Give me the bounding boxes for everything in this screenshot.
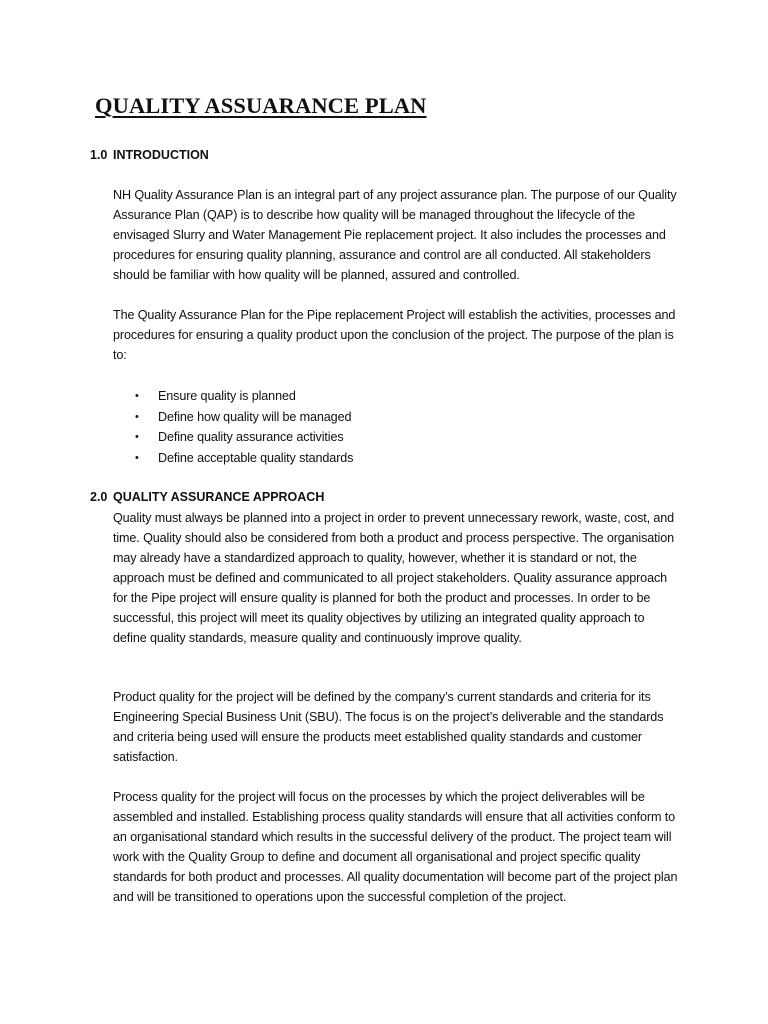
approach-paragraph-2: Product quality for the project will be defined by the company’s current standards and criteria for its Engineering Special Business Unit (SBU). The focus is on the project’s deliverable and the standards and criteria being used will ensure the products meet established quality standards and customer satisfaction. bbox=[113, 690, 664, 764]
section-number: 2.0 bbox=[90, 490, 108, 504]
bullet-text: Define how quality will be managed bbox=[158, 409, 352, 424]
bullet-item bbox=[113, 386, 653, 407]
section-heading-quality-assurance-approach bbox=[90, 487, 324, 507]
section-number: 1.0 bbox=[90, 148, 108, 162]
bullet-text: Define acceptable quality standards bbox=[158, 451, 354, 466]
approach-paragraph-3: Process quality for the project will focus on the processes by which the project deliverables will be assembled and installed. Establishing process quality standards will ensure that all activities conform to an organisational standard which results in the successful delivery of the product. The project team will work with the Quality Group to define and document all organisational and project specific quality standards for both product and processes. All quality documentation will become part of the project plan and will be transitioned to operations upon the successful completion of the project. bbox=[113, 790, 678, 904]
bullet-icon: • bbox=[135, 452, 139, 465]
purpose-bullet-list bbox=[113, 386, 653, 469]
intro-paragraph-1: NH Quality Assurance Plan is an integral part of any project assurance plan. The purpose of our Quality Assurance Plan (QAP) is to describe how quality will be managed throughout the lifecycle of the envisaged Slurry and Water Management Pie replacement project. It also includes the processes and procedures for ensuring quality planning, assurance and control are all conducted. All stakeholders should be familiar with how quality will be planned, assured and controlled. bbox=[113, 188, 677, 282]
bullet-icon: • bbox=[135, 390, 139, 402]
bullet-text: Ensure quality is planned bbox=[158, 389, 296, 403]
bullet-item bbox=[113, 407, 653, 428]
intro-paragraph-2: The Quality Assurance Plan for the Pipe replacement Project will establish the activities, processes and procedures for ensuring a quality product upon the conclusion of the project. The purpose of the plan is to: bbox=[113, 308, 676, 362]
bullet-icon: • bbox=[135, 410, 139, 423]
bullet-item bbox=[113, 448, 653, 469]
section-title: QUALITY ASSURANCE APPROACH bbox=[113, 490, 325, 504]
approach-paragraph-1: Quality must always be planned into a project in order to prevent unnecessary rework, waste, cost, and time. Quality should also be considered from both a product and process perspective. The organisation may already have a standardized approach to quality, however, whether it is standard or not, the approach must be defined and communicated to all project stakeholders. Quality assurance approach for the Pipe project will ensure quality is planned for both the product and processes. In order to be successful, this project will meet its quality objectives by utilizing an integrated quality approach to define quality standards, measure quality and continuously improve quality. bbox=[113, 511, 675, 645]
bullet-item bbox=[113, 427, 653, 448]
section-title: INTRODUCTION bbox=[113, 148, 209, 162]
document-title: QUALITY ASSUARANCE PLAN bbox=[95, 93, 427, 118]
bullet-text: Define quality assurance activities bbox=[158, 430, 344, 445]
section-heading-introduction bbox=[90, 145, 209, 165]
bullet-icon: • bbox=[135, 431, 139, 444]
